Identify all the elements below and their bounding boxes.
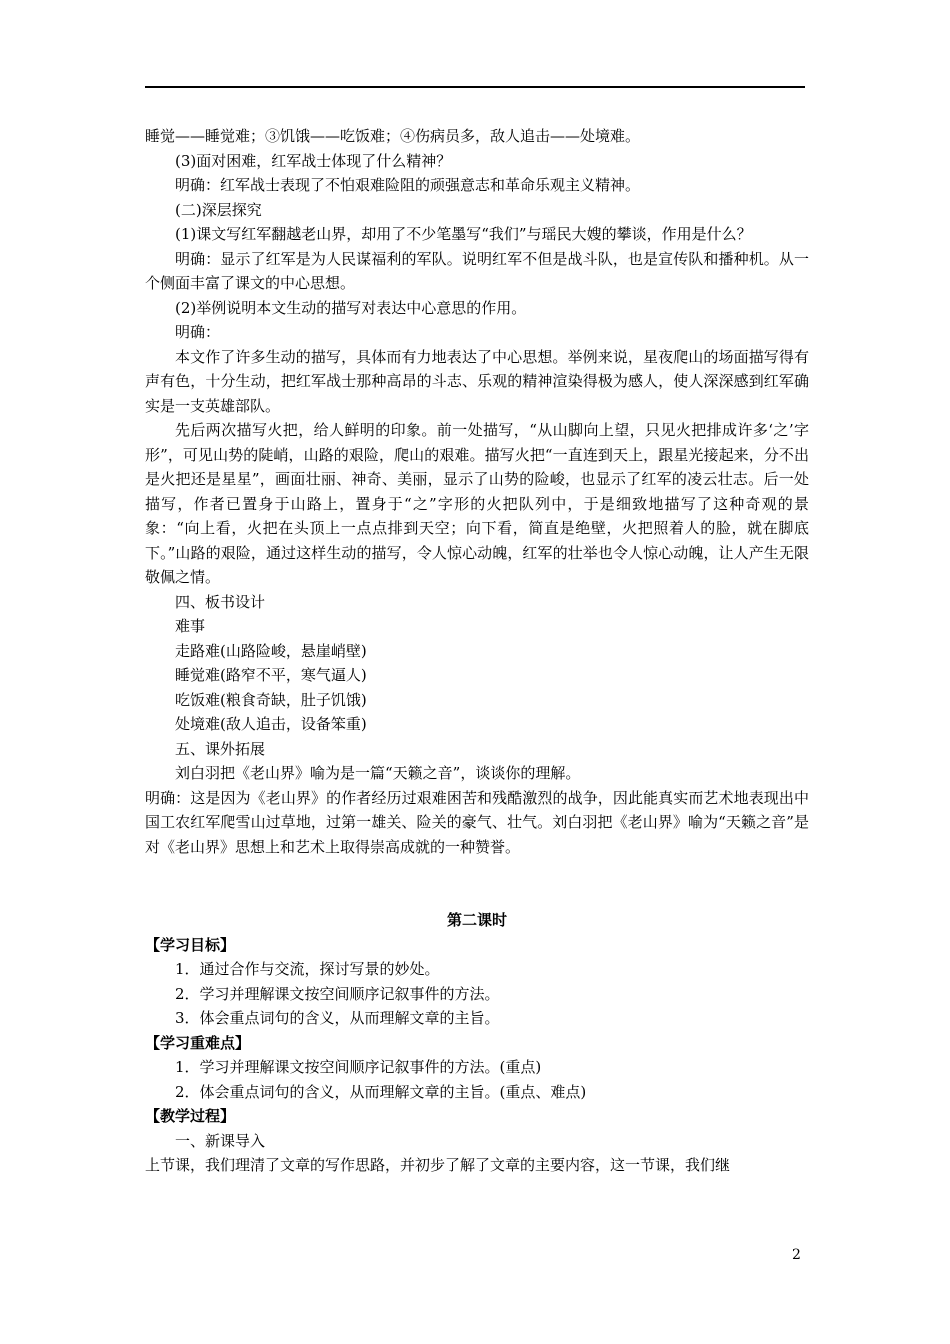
lesson-title: 第二课时 (446, 911, 507, 929)
board-item: 走路难(山路险峻，悬崖峭壁) (175, 641, 367, 660)
section-heading: 四、板书设计 (175, 592, 266, 611)
answer: 明确：显示了红军是为人民谋福利的军队。说明红军不但是战斗队，也是宣传队和播种机。从一个侧面丰富了课文的中心思想。 (145, 249, 809, 292)
question: (2)举例说明本文生动的描写对表达中心意思的作用。 (175, 298, 527, 317)
section-heading: (二)深层探究 (175, 200, 262, 219)
list-item: 2．体会重点词句的含义，从而理解文章的主旨。(重点、难点) (175, 1082, 587, 1101)
header-rule (145, 86, 805, 88)
paragraph: 本文作了许多生动的描写，具体而有力地表达了中心思想。举例来说，星夜爬山的场面描写得有声有色，十分生动，把红军战士那种高昂的斗志、乐观的精神渲染得极为感人，使人深深感到红军确实是一支英雄部队。 (145, 347, 809, 415)
board-item: 难事 (175, 617, 206, 635)
section-heading: 一、新课导入 (175, 1131, 266, 1150)
question: (3)面对困难，红军战士体现了什么精神？ (175, 151, 452, 170)
page-number: 2 (792, 1247, 801, 1263)
section-heading: 【学习重难点】 (145, 1033, 251, 1052)
list-item: 2．学习并理解课文按空间顺序记叙事件的方法。 (175, 984, 500, 1003)
board-item: 处境难(敌人追击，设备笨重) (175, 715, 367, 733)
section-heading: 【教学过程】 (145, 1107, 236, 1125)
list-item: 3．体会重点词句的含义，从而理解文章的主旨。 (175, 1009, 500, 1027)
question: 刘白羽把《老山界》喻为是一篇“天籁之音”，谈谈你的理解。 (175, 764, 581, 782)
list-item: 1．通过合作与交流，探讨写景的妙处。 (175, 960, 440, 978)
answer: 明确：红军战士表现了不怕艰难险阻的顽强意志和革命乐观主义精神。 (175, 176, 641, 194)
paragraph: 先后两次描写火把，给人鲜明的印象。前一处描写，“从山脚向上望，只见火把排成许多‘之’字形”，可见山势的陡峭，山路的艰险，爬山的艰难。描写火把“一直连到天上，跟星光接起来，分不出是火把还是星星”，画面壮丽、神奇、美丽，显示了山势的险峻，也显示了红军的凌云壮志。后一处描写，作者已置身于山路上，置身于“之”字形的火把队列中，于是细致地描写了这种奇观的景象：“向上看，火把在头顶上一点点排到天空；向下看，简直是绝壁，火把照着人的脸，就在脚底下。”山路的艰险，通过这样生动的描写，令人惊心动魄，红军的壮举也令人惊心动魄，让人产生无限敬佩之情。 (145, 421, 809, 586)
board-item: 睡觉难(路窄不平，寒气逼人) (175, 666, 367, 684)
question: (1)课文写红军翻越老山界，却用了不少笔墨写“我们”与瑶民大嫂的攀谈，作用是什么？ (175, 225, 752, 243)
board-item: 吃饭难(粮食奇缺，肚子饥饿) (175, 690, 367, 709)
section-heading: 五、课外拓展 (175, 739, 266, 758)
document-body (145, 124, 809, 1178)
answer-label: 明确： (175, 323, 221, 341)
paragraph: 睡觉——睡觉难；③饥饿——吃饭难；④伤病员多，敌人追击——处境难。 (145, 127, 641, 145)
spacer (145, 859, 809, 908)
paragraph: 上节课，我们理清了文章的写作思路，并初步了解了文章的主要内容，这一节课，我们继 (145, 1156, 731, 1174)
list-item: 1．学习并理解课文按空间顺序记叙事件的方法。(重点) (175, 1058, 542, 1076)
answer: 明确：这是因为《老山界》的作者经历过艰难困苦和残酷激烈的战争，因此能真实而艺术地表现出中国工农红军爬雪山过草地，过第一雄关、险关的豪气、壮气。刘白羽把《老山界》喻为“天籁之音”是对《老山界》思想上和艺术上取得崇高成就的一种赞誉。 (145, 788, 809, 856)
section-heading: 【学习目标】 (145, 935, 236, 954)
